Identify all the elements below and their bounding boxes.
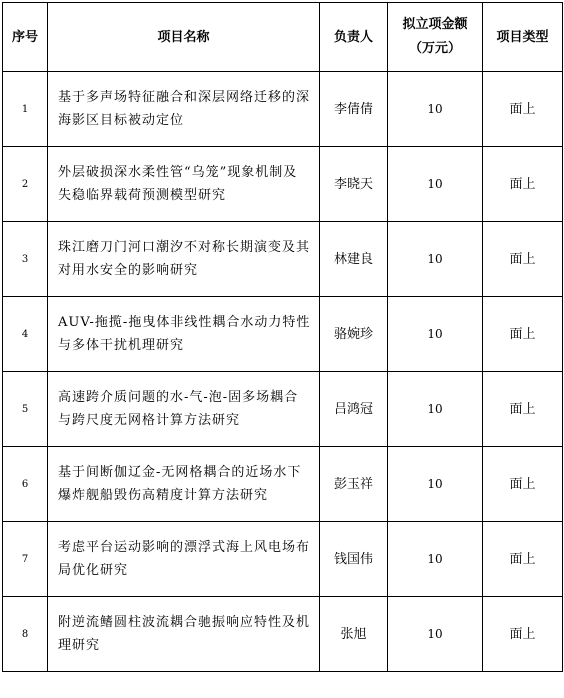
header-type: 项目类型 xyxy=(483,3,563,72)
cell-leader: 张旭 xyxy=(320,597,388,672)
cell-seq: 2 xyxy=(3,147,48,222)
cell-amount: 10 xyxy=(388,72,483,147)
cell-type: 面上 xyxy=(483,372,563,447)
cell-leader: 李倩倩 xyxy=(320,72,388,147)
cell-type: 面上 xyxy=(483,447,563,522)
cell-type: 面上 xyxy=(483,597,563,672)
cell-amount: 10 xyxy=(388,597,483,672)
header-leader: 负责人 xyxy=(320,3,388,72)
table-row xyxy=(3,447,563,522)
cell-leader: 林建良 xyxy=(320,222,388,297)
cell-type: 面上 xyxy=(483,297,563,372)
cell-name: 基于间断伽辽金-无网格耦合的近场水下爆炸舰船毁伤高精度计算方法研究 xyxy=(48,447,320,522)
cell-amount: 10 xyxy=(388,222,483,297)
table-row xyxy=(3,522,563,597)
cell-seq: 7 xyxy=(3,522,48,597)
cell-seq: 1 xyxy=(3,72,48,147)
table-row xyxy=(3,372,563,447)
header-seq: 序号 xyxy=(3,3,48,72)
cell-seq: 4 xyxy=(3,297,48,372)
cell-name: 高速跨介质问题的水-气-泡-固多场耦合与跨尺度无网格计算方法研究 xyxy=(48,372,320,447)
header-amount-line1: 拟立项金额 xyxy=(402,17,468,32)
cell-type: 面上 xyxy=(483,522,563,597)
cell-amount: 10 xyxy=(388,522,483,597)
table-row xyxy=(3,72,563,147)
cell-name: 珠江磨刀门河口潮汐不对称长期演变及其对用水安全的影响研究 xyxy=(48,222,320,297)
table-row xyxy=(3,297,563,372)
cell-seq: 5 xyxy=(3,372,48,447)
project-table xyxy=(2,2,563,672)
cell-amount: 10 xyxy=(388,372,483,447)
cell-type: 面上 xyxy=(483,222,563,297)
cell-name: 外层破损深水柔性管“乌笼”现象机制及失稳临界载荷预测模型研究 xyxy=(48,147,320,222)
cell-amount: 10 xyxy=(388,447,483,522)
cell-name: 附逆流鳍圆柱波流耦合驰振响应特性及机理研究 xyxy=(48,597,320,672)
cell-name: AUV-拖揽-拖曳体非线性耦合水动力特性与多体干扰机理研究 xyxy=(48,297,320,372)
cell-type: 面上 xyxy=(483,147,563,222)
table-row xyxy=(3,147,563,222)
header-name: 项目名称 xyxy=(48,3,320,72)
cell-type: 面上 xyxy=(483,72,563,147)
cell-amount: 10 xyxy=(388,147,483,222)
cell-leader: 彭玉祥 xyxy=(320,447,388,522)
header-row xyxy=(3,3,563,72)
cell-leader: 吕鸿冠 xyxy=(320,372,388,447)
cell-leader: 骆婉珍 xyxy=(320,297,388,372)
cell-seq: 6 xyxy=(3,447,48,522)
cell-leader: 钱国伟 xyxy=(320,522,388,597)
cell-name: 考虑平台运动影响的漂浮式海上风电场布局优化研究 xyxy=(48,522,320,597)
cell-leader: 李晓天 xyxy=(320,147,388,222)
table-row xyxy=(3,597,563,672)
cell-name: 基于多声场特征融合和深层网络迁移的深海影区目标被动定位 xyxy=(48,72,320,147)
header-amount xyxy=(388,3,483,72)
cell-amount: 10 xyxy=(388,297,483,372)
cell-seq: 3 xyxy=(3,222,48,297)
header-amount-line2: （万元） xyxy=(408,41,461,56)
table-row xyxy=(3,222,563,297)
cell-seq: 8 xyxy=(3,597,48,672)
